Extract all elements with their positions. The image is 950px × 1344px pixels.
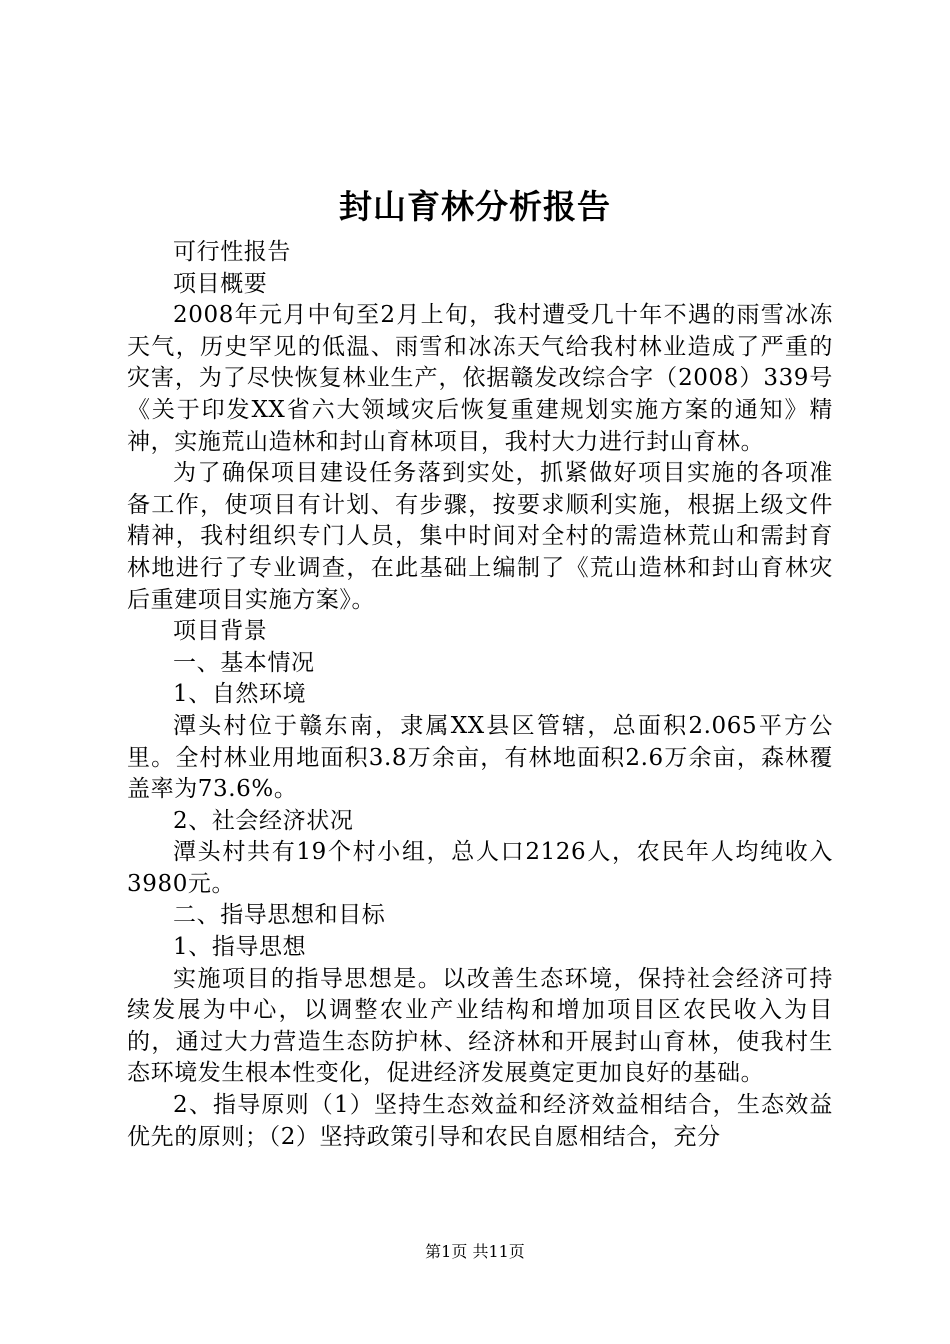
paragraph-project-background-heading: 项目背景 xyxy=(173,618,268,645)
paragraph-disaster-background: 2008年元月中旬至2月上旬，我村遭受几十年不遇的雨雪冰冻天气，历史罕见的低温、雨雪和冰冻天气给我村林业造成了严重的灾害，为了尽快恢复林业生产，依据赣发改综合字（2008）339号《关于印发XX省六大领域灾后恢复重建规划实施方案的通知》精神，实施荒山造林和封山育林项目，我村大力进行封山育林。 xyxy=(127,302,833,455)
paragraph-natural-environment-heading: 1、自然环境 xyxy=(173,681,307,708)
paragraph-guiding-ideology: 实施项目的指导思想是。以改善生态环境，保持社会经济可持续发展为中心，以调整农业产业结构和增加项目区农民收入为目的，通过大力营造生态防护林、经济林和开展封山育林，使我村生态环境发生根本性变化，促进经济发展奠定更加良好的基础。 xyxy=(127,965,833,1087)
paragraph-guiding-ideology-goals-heading: 二、指导思想和目标 xyxy=(173,902,386,929)
document-title: 封山育林分析报告 xyxy=(339,187,611,226)
document-body xyxy=(127,237,833,1153)
paragraph-implementation-plan: 为了确保项目建设任务落到实处，抓紧做好项目实施的各项准备工作，使项目有计划、有步骤，按要求顺利实施，根据上级文件精神，我村组织专门人员，集中时间对全村的需造林荒山和需封育林地进行了专业调查，在此基础上编制了《荒山造林和封山育林灾后重建项目实施方案》。 xyxy=(127,460,833,613)
paragraph-guiding-ideology-heading: 1、指导思想 xyxy=(173,934,307,961)
paragraph-socioeconomic-heading: 2、社会经济状况 xyxy=(173,807,354,834)
paragraph-natural-environment: 潭头村位于赣东南，隶属XX县区管辖，总面积2.065平方公里。全村林业用地面积3.8万余亩，有林地面积2.6万余亩，森林覆盖率为73.6%。 xyxy=(127,712,833,803)
paragraph-project-summary-heading: 项目概要 xyxy=(173,270,268,297)
paragraph-guiding-principles: 2、指导原则（1）坚持生态效益和经济效益相结合，生态效益优先的原则；（2）坚持政策引导和农民自愿相结合，充分 xyxy=(127,1092,833,1150)
paragraph-basic-situation-heading: 一、基本情况 xyxy=(173,649,315,676)
page-footer: 第1页 共11页 xyxy=(425,1242,525,1261)
paragraph-socioeconomic: 潭头村共有19个村小组，总人口2126人，农民年人均纯收入3980元。 xyxy=(127,839,833,897)
paragraph-feasibility-heading: 可行性报告 xyxy=(173,239,291,265)
